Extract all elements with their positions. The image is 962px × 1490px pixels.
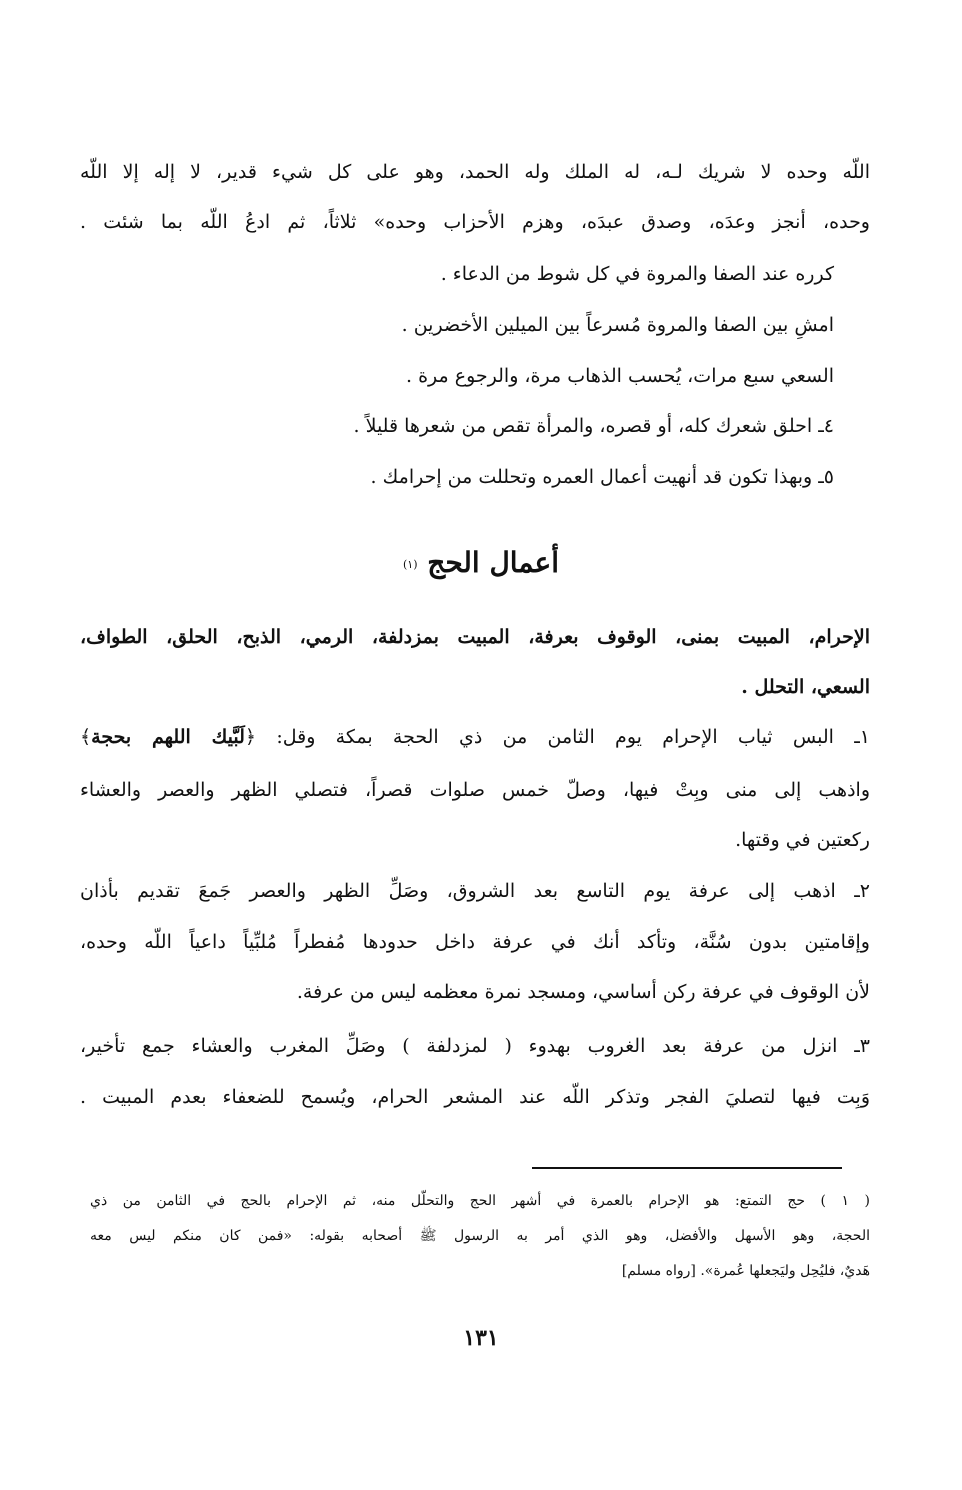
item-3-line: ٣ـ انزل من عرفة بعد الغروب بهدوء ( لمزدلفة ) وصَلِّ المغرب والعشاء جمع تأخير، (80, 1035, 870, 1057)
item-1-line-3: ركعتين في وقتها. (735, 829, 870, 851)
section-heading (0, 546, 962, 579)
item-2-line: لأن الوقوف في عرفة ركن أساسي، ومسجد نمرة معظمه ليس من عرفة. (296, 981, 870, 1003)
item-2-line: ٢ـ اذهب إلى عرفة يوم التاسع بعد الشروق، وصَلِّ الظهر والعصر جَمعَ تقديم بأذان (80, 880, 870, 902)
talbiya-text: لَبَّيك اللهم بحجة (91, 726, 245, 748)
summary-line: السعي، التحلل . (741, 676, 870, 698)
step-line: امشِ بين الصفا والمروة مُسرعاً بين الميلين الأخضرين . (401, 314, 834, 336)
footnote-line: هَديٌ، فليُحِل وليَجعلها عُمرة». [رواه مسلم] (621, 1263, 870, 1279)
footnote-divider (532, 1167, 842, 1169)
footnote-line: الحجة، وهو الأسهل والأفضل، وهو الذي أمر به الرسول ﷺ أصحابه بقوله: «فمن كان منكم ليس معه (90, 1228, 870, 1244)
footnote-marker: (١) (402, 558, 418, 571)
step-line: ٤ـ احلق شعرك كله، أو قصره، والمرأة تقص من شعرها قليلاً . (353, 415, 834, 437)
body-line: اللّه وحده لا شريك لـه، له الملك وله الحمد، وهو على كل شيء قدير، لا إله إلا اللّه (80, 161, 870, 183)
body-line: وحده، أنجز وعدَه، وصدق عبدَه، وهزم الأحزاب وحده» ثلاثاً، ثم ادعُ اللّه بما شئت . (80, 211, 870, 233)
step-line: ٥ـ وبهذا تكون قد أنهيت أعمال العمره وتحللت من إحرامك . (370, 466, 834, 488)
item-3-line: وَبِت فيها لتصليَ الفجر وتذكر اللّه عند المشعر الحرام، ويُسمح للضعفاء بعدم المبيت . (80, 1086, 870, 1108)
step-line: كرره عند الصفا والمروة في كل شوط من الدعاء . (440, 263, 834, 285)
item-1-line-1 (80, 720, 870, 754)
heading-title: أعمال الحج (427, 546, 560, 579)
page-number: ١٣١ (463, 1325, 499, 1351)
bracket-close: ﴾ (80, 726, 92, 748)
item-1-text: ١ـ البس ثياب الإحرام يوم الثامن من ذي الحجة بمكة وقل: ﴿ (244, 726, 870, 748)
summary-line: الإحرام، المبيت بمنى، الوقوف بعرفة، المبيت بمزدلفة، الرمي، الذبح، الحلق، الطواف، (80, 626, 871, 648)
step-line: السعي سبع مرات، يُحسب الذهاب مرة، والرجوع مرة . (406, 365, 834, 387)
footnote-line: ( ١ ) حج التمتع: هو الإحرام بالعمرة في أشهر الحج والتحلّل منه، ثم الإحرام بالحج في الثامن من ذي (90, 1193, 870, 1209)
item-2-line: وإقامتين بدون سُنَّة، وتأكد أنك في عرفة داخل حدودها مُفطراً مُلبِّياً داعياً اللّه وحده، (80, 931, 870, 953)
item-1-line-2: واذهب إلى منى وبِتْ فيها، وصلّ خمس صلوات قصراً، فتصلي الظهر والعصر والعشاء (80, 779, 870, 801)
